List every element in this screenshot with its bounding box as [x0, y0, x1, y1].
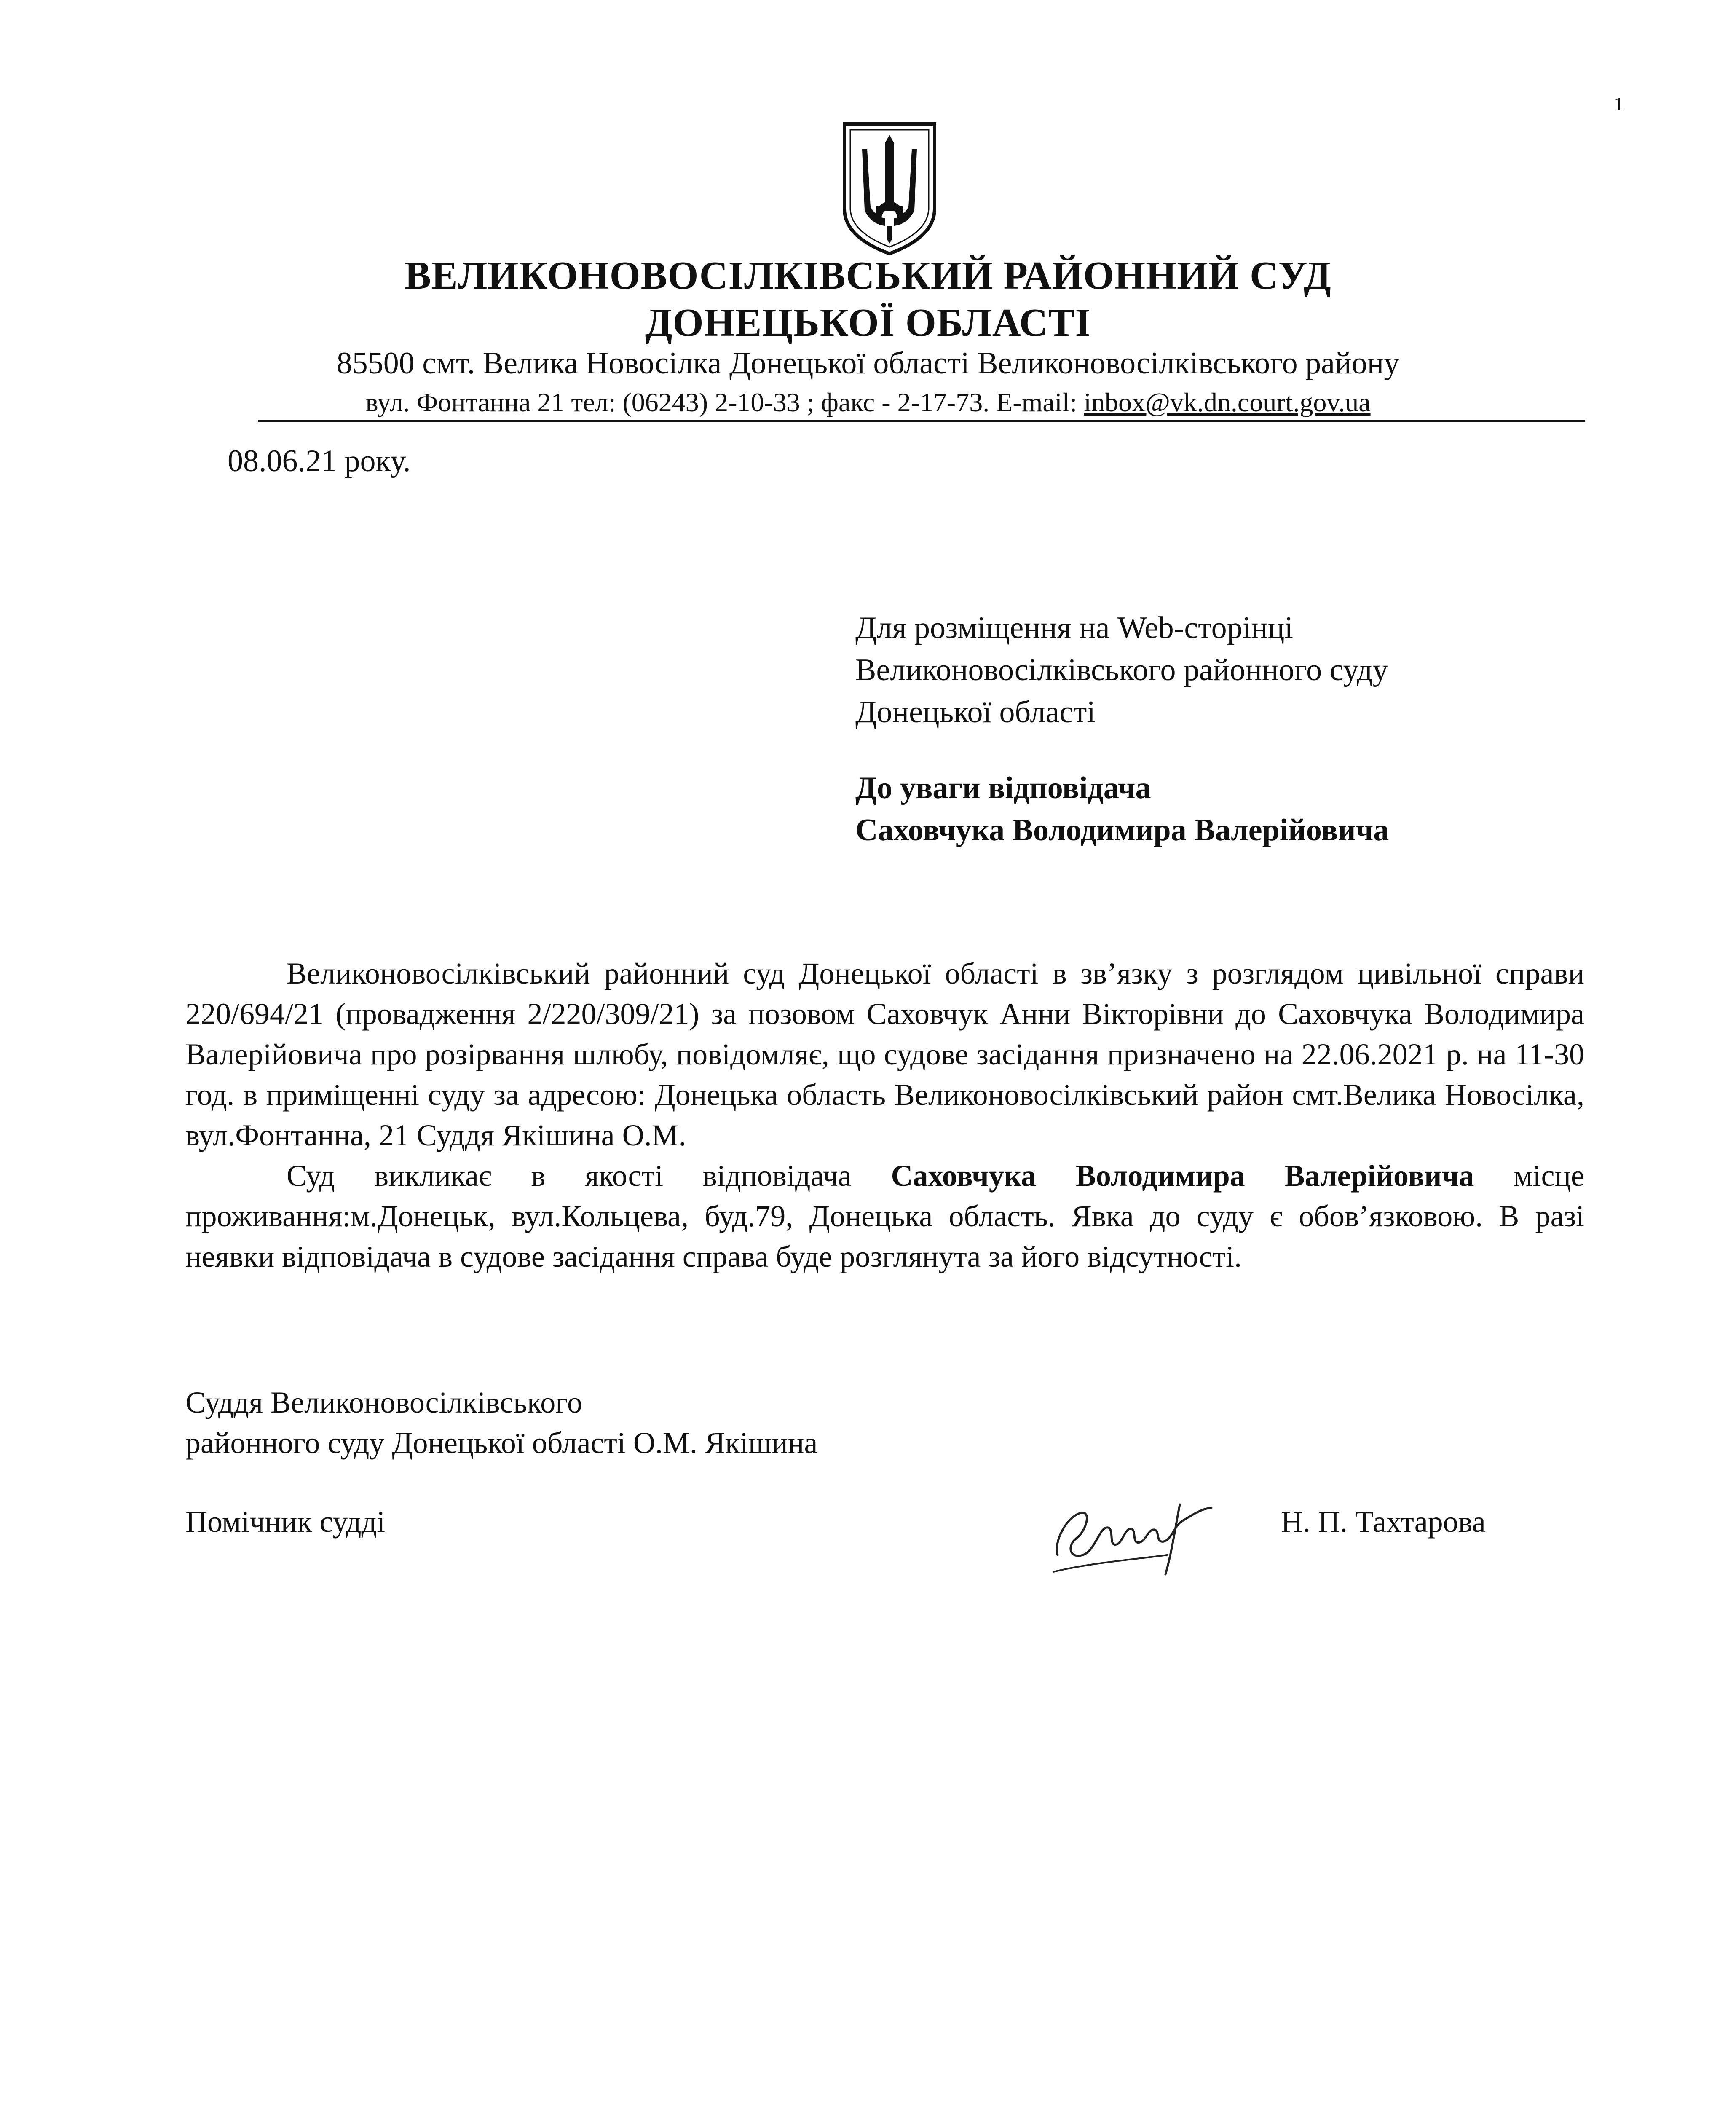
coat-of-arms-icon: [839, 120, 940, 257]
judge-title: Суддя Великоновосілківського: [185, 1386, 582, 1419]
addressee-block: [855, 607, 1388, 733]
defendant-name-inline: Саховчука Володимира Валерійовича: [891, 1159, 1474, 1193]
page-number: 1: [1614, 93, 1623, 115]
email-link[interactable]: inbox@vk.dn.court.gov.ua: [1084, 387, 1371, 417]
notice-paragraph: Великоновосілківський районний суд Донецької області в зв’язку з розглядом цивільної справи 220/694/21 (провадження 2/220/309/21) за позовом Саховчук Анни Вікторівни до Саховчука Володимира Валерійовича про розірвання шлюбу, повідомляє, що судове засідання призначено на 22.06.2021 р. на 11-30 год. в приміщенні суду за адресою: Донецька область Великоновосілківський район смт.Велика Новосілка, вул.Фонтанна, 21 Суддя Якішина О.М.: [185, 957, 1584, 1152]
handwritten-signature: [1041, 1492, 1226, 1580]
court-name-line2: ДОНЕЦЬКОЇ ОБЛАСТІ: [645, 301, 1091, 345]
court-name-line1: ВЕЛИКОНОВОСІЛКІВСЬКИЙ РАЙОННИЙ СУД: [405, 254, 1331, 298]
assistant-name: Н. П. Тахтарова: [1281, 1505, 1486, 1539]
assistant-title: Помічник судді: [185, 1505, 386, 1539]
court-address-line1: 85500 смт. Велика Новосілка Донецької області Великоновосілківського району: [336, 346, 1400, 381]
header-divider: [258, 420, 1585, 422]
addressee-line: Великоновосілківського районного суду: [855, 653, 1388, 687]
judge-name: районного суду Донецької області О.М. Якішина: [185, 1426, 818, 1460]
notice-paragraph: [185, 1155, 1584, 1277]
document-date: 08.06.21 року.: [228, 444, 411, 478]
attention-heading: До уваги відповідача: [855, 771, 1151, 805]
notice-body: [185, 953, 1584, 1277]
court-address-line2: [0, 387, 1736, 418]
addressee-line: Для розміщення на Web-сторінці: [855, 611, 1293, 645]
addressee-line: Донецької області: [855, 695, 1096, 729]
contact-details: вул. Фонтанна 21 тел: (06243) 2-10-33 ; факс - 2-17-73. E-mail:: [365, 387, 1084, 417]
paragraph-text: Суд викликає в якості відповідача: [287, 1159, 891, 1193]
judge-signature-block: [185, 1382, 817, 1463]
paragraph-text: місце проживання:м.Донецьк, вул.Кольцева, буд.79, Донецька область. Явка до суду є обов’язковою. В разі неявки відповідача в судове засідання справа буде розглянута за його відсутності.: [185, 1159, 1584, 1273]
attention-block: [855, 767, 1389, 851]
defendant-name: Саховчука Володимира Валерійовича: [855, 813, 1389, 847]
